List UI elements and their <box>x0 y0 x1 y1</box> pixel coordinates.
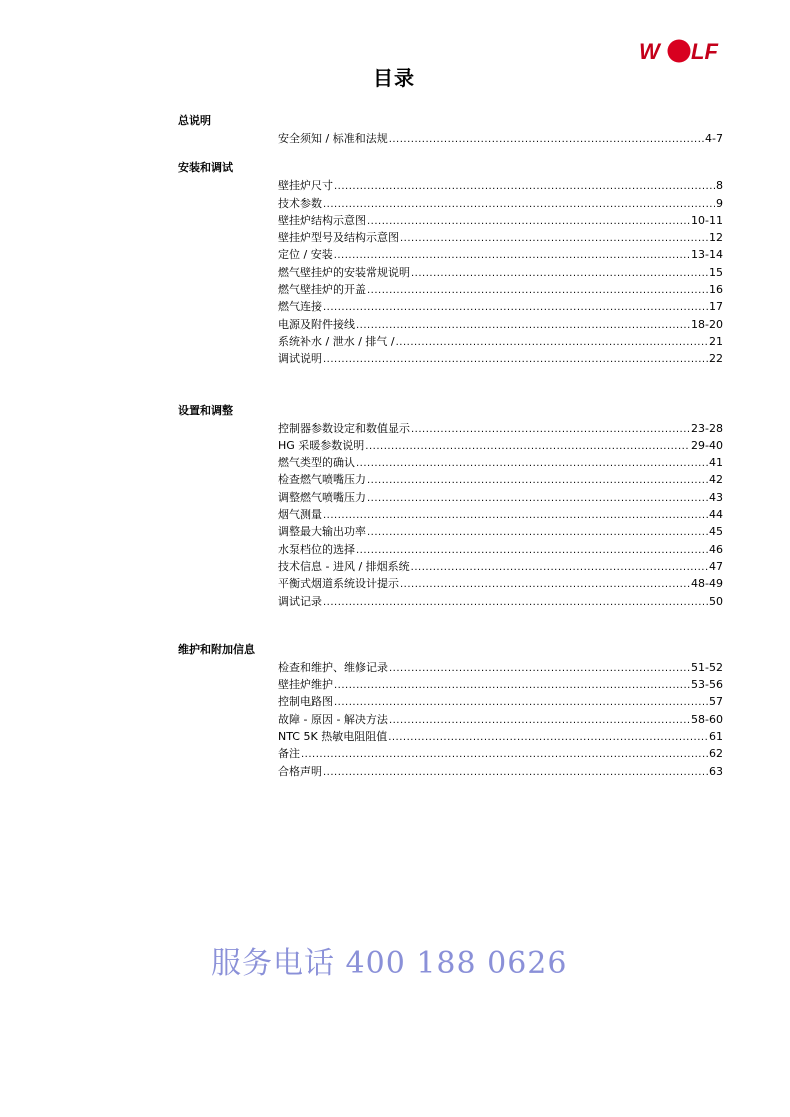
entry-page: 12 <box>709 231 723 245</box>
toc-entry[interactable] <box>278 229 723 246</box>
entry-label: 控制电路图 <box>278 695 333 709</box>
dot-leader <box>334 694 708 711</box>
entry-label: 安全须知 / 标准和法规 <box>278 132 388 145</box>
entry-label: 调试说明 <box>278 352 322 366</box>
dot-leader <box>367 472 708 489</box>
entry-page: 48-49 <box>691 577 723 591</box>
toc-entry[interactable] <box>278 506 723 523</box>
entry-page: 51-52 <box>691 660 723 674</box>
entry-label: 检查燃气喷嘴压力 <box>278 473 366 487</box>
toc-entry[interactable] <box>278 264 723 281</box>
entry-label: 壁挂炉结构示意图 <box>278 213 366 227</box>
entry-label: 检查和维护、维修记录 <box>278 660 388 674</box>
entry-page: 22 <box>709 352 723 366</box>
dot-leader <box>389 712 690 729</box>
entry-label: 水泵档位的选择 <box>278 542 355 556</box>
entry-label: 燃气连接 <box>278 300 322 314</box>
toc-entry[interactable] <box>278 763 723 780</box>
toc-entry[interactable] <box>278 711 723 728</box>
entry-label: 备注 <box>278 747 300 761</box>
toc-entry[interactable] <box>278 471 723 488</box>
section-heading-settings: 设置和调整 <box>178 403 233 417</box>
entry-page: 42 <box>709 473 723 487</box>
toc-entry[interactable] <box>278 130 723 147</box>
dot-leader <box>388 729 708 746</box>
toc-entry[interactable] <box>278 693 723 710</box>
entry-label: 定位 / 安装 <box>278 248 333 262</box>
toc-entry[interactable] <box>278 575 723 592</box>
entry-page: 18-20 <box>691 317 723 331</box>
table-of-contents <box>178 112 723 780</box>
entry-page: 17 <box>709 300 723 314</box>
section-heading-installation: 安装和调试 <box>178 161 233 175</box>
toc-entry[interactable] <box>278 437 723 454</box>
toc-entry[interactable] <box>278 177 723 194</box>
entry-page: 8 <box>716 179 723 193</box>
entry-page: 43 <box>709 490 723 504</box>
dot-leader <box>323 594 708 611</box>
toc-entry[interactable] <box>278 676 723 693</box>
entry-label: 燃气壁挂炉的安装常规说明 <box>278 265 410 279</box>
entry-label: 壁挂炉尺寸 <box>278 179 333 193</box>
entry-page: 29-40 <box>691 438 723 452</box>
dot-leader <box>323 764 708 781</box>
toc-entry[interactable] <box>278 246 723 263</box>
toc-entry[interactable] <box>278 593 723 610</box>
entry-label: 系统补水 / 泄水 / 排气 / <box>278 334 395 348</box>
entry-label: 燃气类型的确认 <box>278 456 355 470</box>
dot-leader <box>400 576 690 593</box>
svg-text:W: W <box>639 39 660 64</box>
dot-leader <box>367 490 708 507</box>
dot-leader <box>367 524 708 541</box>
entry-label: 合格声明 <box>278 764 322 778</box>
entry-label: 烟气测量 <box>278 508 322 522</box>
dot-leader <box>334 247 690 264</box>
toc-entry[interactable] <box>278 489 723 506</box>
entry-page: 16 <box>709 283 723 297</box>
page-title: 目录 <box>373 66 415 90</box>
dot-leader <box>365 438 690 455</box>
entry-page: 13-14 <box>691 248 723 262</box>
toc-entry[interactable] <box>278 420 723 437</box>
entry-label: NTC 5K 热敏电阻阻值 <box>278 730 388 744</box>
toc-entry[interactable] <box>278 281 723 298</box>
dot-leader <box>323 351 708 368</box>
entry-page: 15 <box>709 265 723 279</box>
dot-leader <box>323 196 715 213</box>
entry-page: 57 <box>709 695 723 709</box>
entry-label: 平衡式烟道系统设计提示 <box>278 577 399 591</box>
entry-page: 4-7 <box>705 132 723 145</box>
entry-label: 壁挂炉维护 <box>278 678 333 692</box>
entry-label: 技术参数 <box>278 196 322 210</box>
dot-leader <box>356 317 690 334</box>
toc-entry[interactable] <box>278 350 723 367</box>
toc-entry[interactable] <box>278 195 723 212</box>
toc-entry[interactable] <box>278 728 723 745</box>
entry-page: 46 <box>709 542 723 556</box>
dot-leader <box>356 542 708 559</box>
svg-text:LF: LF <box>691 39 718 64</box>
entry-label: 调整燃气喷嘴压力 <box>278 490 366 504</box>
entry-page: 62 <box>709 747 723 761</box>
entry-label: HG 采暖参数说明 <box>278 438 365 452</box>
toc-entry[interactable] <box>278 212 723 229</box>
toc-entry[interactable] <box>278 745 723 762</box>
wolf-logo <box>639 38 723 64</box>
toc-entry[interactable] <box>278 316 723 333</box>
entry-page: 21 <box>709 334 723 348</box>
entry-label: 调整最大输出功率 <box>278 525 366 539</box>
entry-page: 47 <box>709 559 723 573</box>
entry-page: 50 <box>709 594 723 608</box>
entry-label: 技术信息 - 进风 / 排烟系统 <box>278 559 410 573</box>
entry-page: 10-11 <box>691 213 723 227</box>
dot-leader <box>334 677 690 694</box>
toc-entry[interactable] <box>278 333 723 350</box>
toc-entry[interactable] <box>278 541 723 558</box>
dot-leader <box>323 507 708 524</box>
toc-entry[interactable] <box>278 523 723 540</box>
section-heading-general: 总说明 <box>178 114 211 127</box>
toc-entry[interactable] <box>278 558 723 575</box>
toc-entry[interactable] <box>278 659 723 676</box>
entry-page: 44 <box>709 508 723 522</box>
entry-page: 63 <box>709 764 723 778</box>
dot-leader <box>400 230 708 247</box>
entry-label: 壁挂炉型号及结构示意图 <box>278 231 399 245</box>
dot-leader <box>396 334 708 351</box>
dot-leader <box>389 660 690 677</box>
dot-leader <box>367 213 690 230</box>
dot-leader <box>323 299 708 316</box>
service-hotline-watermark: 服务电话 400 188 0626 <box>211 946 568 981</box>
entry-page: 58-60 <box>691 712 723 726</box>
dot-leader <box>411 559 708 576</box>
entry-page: 53-56 <box>691 678 723 692</box>
section-heading-maintenance: 维护和附加信息 <box>178 642 255 656</box>
dot-leader <box>356 455 708 472</box>
toc-entry[interactable] <box>278 298 723 315</box>
toc-entry[interactable] <box>278 454 723 471</box>
entry-label: 燃气壁挂炉的开盖 <box>278 283 366 297</box>
dot-leader <box>367 282 708 299</box>
entry-page: 41 <box>709 456 723 470</box>
entry-page: 45 <box>709 525 723 539</box>
entry-label: 故障 - 原因 - 解决方法 <box>278 712 388 726</box>
entry-label: 调试记录 <box>278 594 322 608</box>
dot-leader <box>411 265 708 282</box>
dot-leader <box>389 131 704 148</box>
entry-label: 控制器参数设定和数值显示 <box>278 421 410 435</box>
entry-page: 61 <box>709 730 723 744</box>
entry-page: 23-28 <box>691 421 723 435</box>
dot-leader <box>411 421 690 438</box>
dot-leader <box>334 178 715 195</box>
dot-leader <box>301 746 708 763</box>
entry-page: 9 <box>716 196 723 210</box>
entry-label: 电源及附件接线 <box>278 317 355 331</box>
